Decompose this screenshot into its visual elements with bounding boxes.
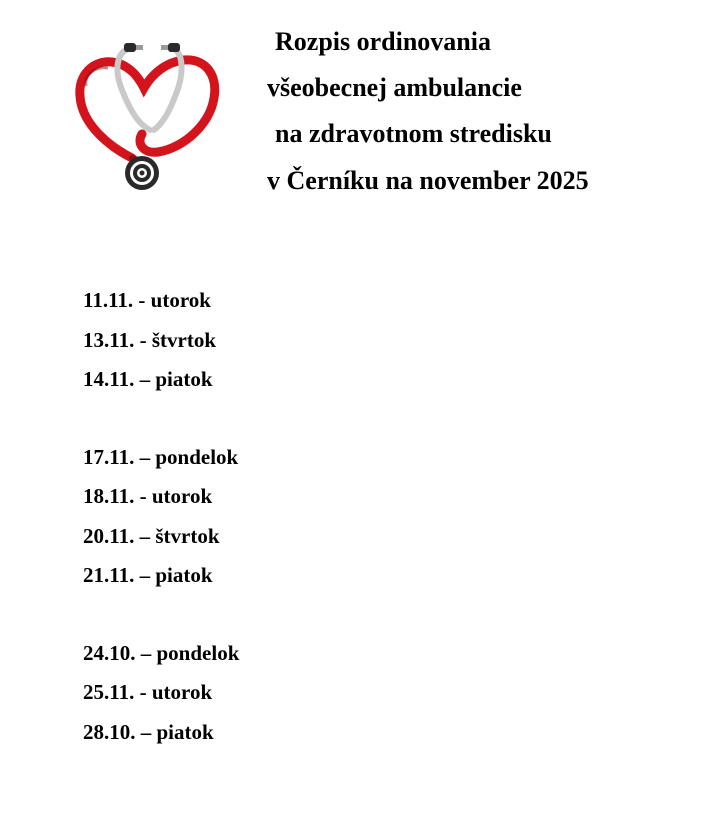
- schedule-row: 25.11. - utorok: [83, 680, 213, 704]
- title-line-2: všeobecnej ambulancie: [267, 73, 522, 102]
- schedule-row: 21.11. – piatok: [83, 563, 213, 587]
- schedule-row: 11.11. - utorok: [83, 288, 211, 312]
- title-line-1: Rozpis ordinovania: [275, 27, 491, 56]
- schedule-row: 18.11. - utorok: [83, 484, 213, 508]
- title-line-4: v Černíku na november 2025: [267, 166, 589, 195]
- schedule-row: 28.10. – piatok: [83, 720, 214, 744]
- schedule-row: 17.11. – pondelok: [83, 445, 239, 469]
- stethoscope-heart-icon: [72, 36, 232, 196]
- schedule-row: 24.10. – pondelok: [83, 641, 240, 665]
- schedule-row: 20.11. – štvrtok: [83, 524, 220, 548]
- title-line-3: na zdravotnom stredisku: [275, 119, 552, 148]
- schedule-row: 13.11. - štvrtok: [83, 328, 216, 352]
- heart-tube: [80, 60, 215, 158]
- schedule-row: 14.11. – piatok: [83, 367, 213, 391]
